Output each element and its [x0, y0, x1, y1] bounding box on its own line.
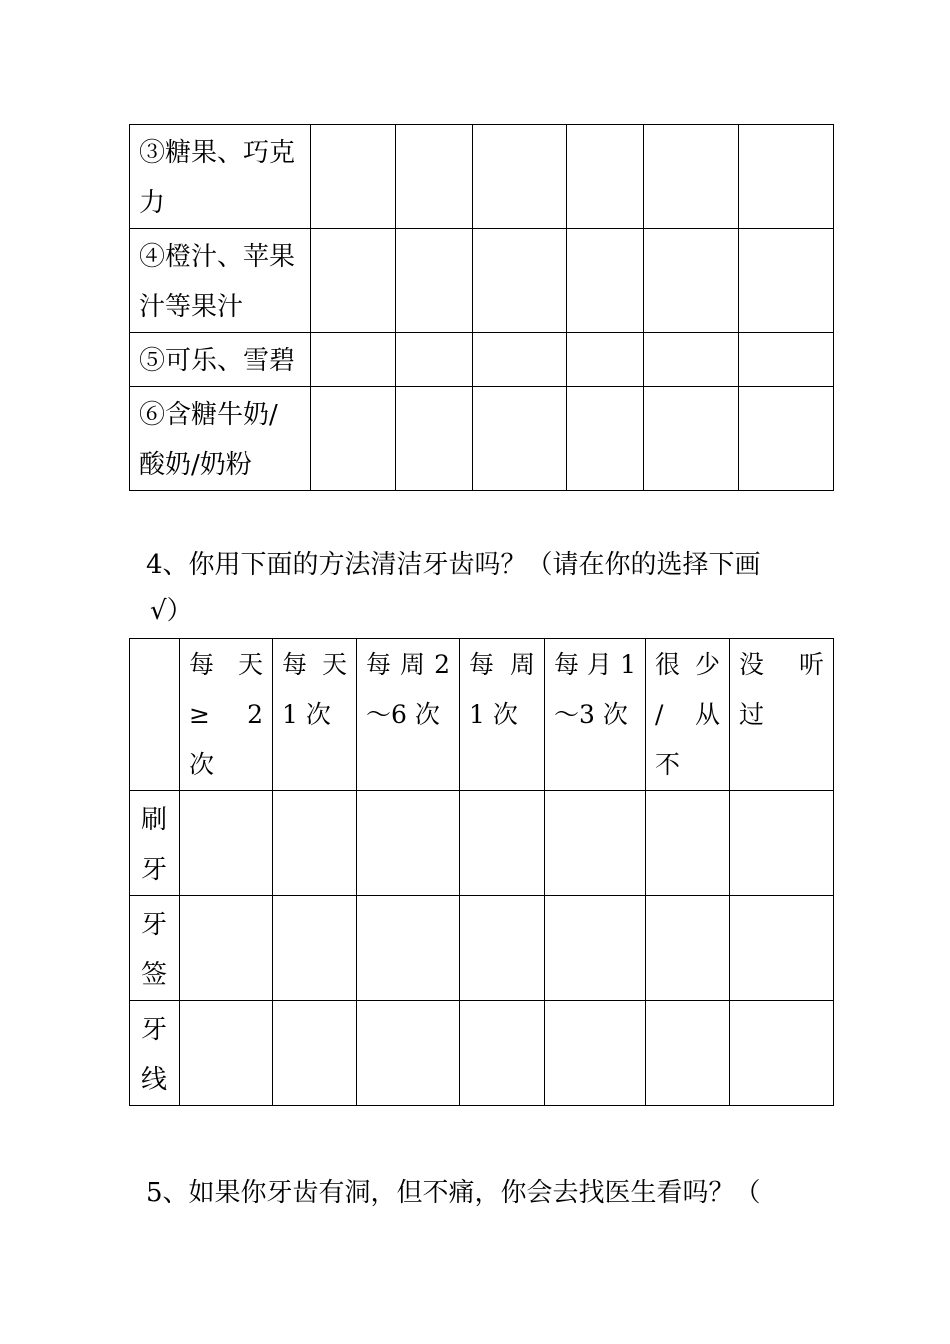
answer-cell[interactable]: [646, 791, 730, 896]
answer-cell[interactable]: [644, 125, 739, 229]
answer-cell[interactable]: [545, 791, 646, 896]
answer-cell[interactable]: [739, 387, 834, 491]
answer-cell[interactable]: [460, 896, 545, 1001]
header-cell: [646, 639, 730, 791]
answer-cell[interactable]: [180, 1001, 273, 1106]
answer-cell[interactable]: [644, 229, 739, 333]
header-row: [130, 639, 834, 791]
header-label: 每 天 ≥ 2 次: [189, 650, 263, 779]
method-label: 牙签: [141, 910, 168, 990]
answer-cell[interactable]: [273, 1001, 357, 1106]
food-frequency-table: [129, 124, 834, 491]
answer-cell[interactable]: [730, 896, 834, 1001]
row-label-cell: [130, 896, 180, 1001]
answer-cell[interactable]: [473, 229, 567, 333]
answer-cell[interactable]: [644, 333, 739, 387]
answer-cell[interactable]: [357, 1001, 460, 1106]
answer-cell[interactable]: [396, 333, 473, 387]
header-cell: [460, 639, 545, 791]
answer-cell[interactable]: [739, 229, 834, 333]
row-label-cell: [130, 387, 311, 491]
food-label: ④橙汁、苹果汁等果汁: [139, 242, 296, 322]
table-row: [130, 791, 834, 896]
answer-cell[interactable]: [545, 896, 646, 1001]
header-label: 每 周 1 次: [469, 650, 535, 729]
header-cell: [130, 639, 180, 791]
answer-cell[interactable]: [460, 1001, 545, 1106]
table-row: [130, 1001, 834, 1106]
table-row: [130, 229, 834, 333]
answer-cell[interactable]: [646, 1001, 730, 1106]
header-cell: [273, 639, 357, 791]
table-row: [130, 333, 834, 387]
answer-cell[interactable]: [739, 125, 834, 229]
answer-cell[interactable]: [644, 387, 739, 491]
table-row: [130, 896, 834, 1001]
answer-cell[interactable]: [473, 333, 567, 387]
answer-cell[interactable]: [311, 387, 396, 491]
answer-cell[interactable]: [567, 229, 644, 333]
teeth-cleaning-table: [129, 638, 834, 1106]
answer-cell[interactable]: [273, 791, 357, 896]
table-row: [130, 125, 834, 229]
row-label-cell: [130, 229, 311, 333]
header-label: 每 天 1 次: [282, 650, 347, 729]
header-cell: [180, 639, 273, 791]
food-label: ③糖果、巧克力: [139, 138, 296, 218]
header-cell: [545, 639, 646, 791]
answer-cell[interactable]: [567, 333, 644, 387]
answer-cell[interactable]: [273, 896, 357, 1001]
answer-cell[interactable]: [730, 1001, 834, 1106]
answer-cell[interactable]: [567, 387, 644, 491]
answer-cell[interactable]: [396, 125, 473, 229]
header-label: 每 周 2 ～6 次: [366, 650, 450, 729]
answer-cell[interactable]: [180, 791, 273, 896]
answer-cell[interactable]: [567, 125, 644, 229]
table-row: [130, 387, 834, 491]
row-label-cell: [130, 333, 311, 387]
question-5-text: 5、如果你牙齿有洞，但不痛，你会去找医生看吗？（: [146, 1178, 761, 1208]
question-4-line-1: 4、你用下面的方法清洁牙齿吗？（请在你的选择下画: [146, 550, 761, 580]
answer-cell[interactable]: [396, 387, 473, 491]
row-label-cell: [130, 125, 311, 229]
food-label: ⑥含糖牛奶/酸奶/奶粉: [139, 400, 278, 480]
answer-cell[interactable]: [311, 333, 396, 387]
header-cell: [730, 639, 834, 791]
answer-cell[interactable]: [460, 791, 545, 896]
answer-cell[interactable]: [396, 229, 473, 333]
answer-cell[interactable]: [545, 1001, 646, 1106]
header-label: 每 月 1 ～3 次: [554, 650, 636, 729]
method-label: 刷牙: [141, 805, 168, 885]
header-cell: [357, 639, 460, 791]
row-label-cell: [130, 791, 180, 896]
answer-cell[interactable]: [739, 333, 834, 387]
row-label-cell: [130, 1001, 180, 1106]
answer-cell[interactable]: [646, 896, 730, 1001]
answer-cell[interactable]: [311, 229, 396, 333]
answer-cell[interactable]: [357, 896, 460, 1001]
header-label: 很 少 / 从 不: [655, 650, 720, 779]
answer-cell[interactable]: [473, 125, 567, 229]
answer-cell[interactable]: [311, 125, 396, 229]
question-4-line-2: √）: [150, 596, 193, 626]
answer-cell[interactable]: [357, 791, 460, 896]
answer-cell[interactable]: [180, 896, 273, 1001]
answer-cell[interactable]: [473, 387, 567, 491]
header-label: 没 听 过: [739, 650, 824, 729]
food-label: ⑤可乐、雪碧: [139, 346, 296, 376]
answer-cell[interactable]: [730, 791, 834, 896]
method-label: 牙线: [141, 1015, 168, 1095]
